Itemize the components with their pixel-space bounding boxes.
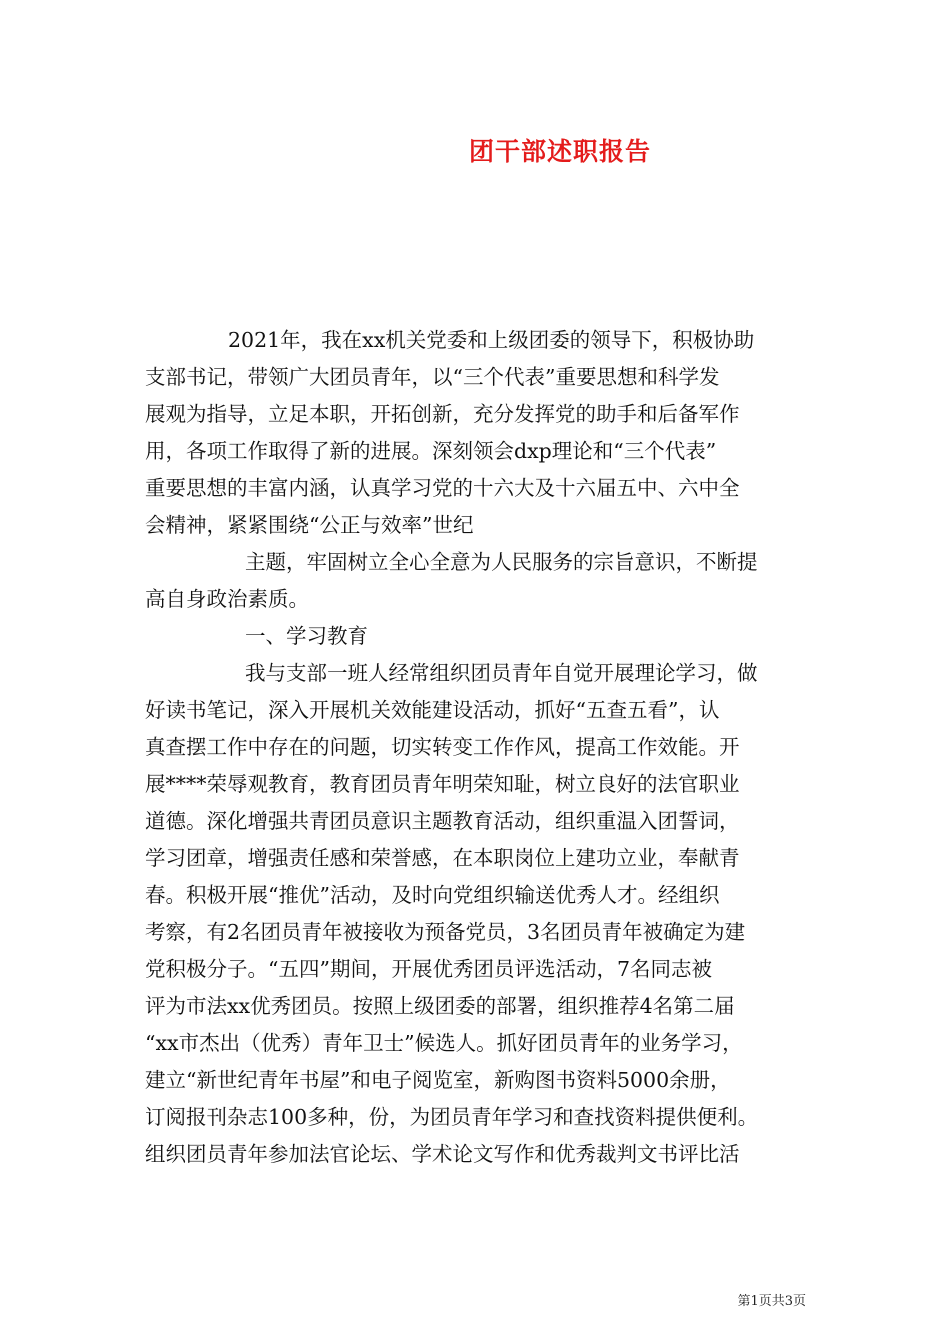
paragraph-line: 我与支部一班人经常组织团员青年自觉开展理论学习，做 xyxy=(245,661,758,685)
paragraph-line: 展观为指导，立足本职，开拓创新，充分发挥党的助手和后备军作 xyxy=(145,402,740,426)
paragraph-line: 会精神，紧紧围绕“公正与效率”世纪 xyxy=(145,513,474,537)
paragraph-line: 支部书记，带领广大团员青年，以“三个代表”重要思想和科学发 xyxy=(145,365,720,389)
document-title: 团干部述职报告 xyxy=(468,137,651,166)
paragraph-line: 展****荣辱观教育，教育团员青年明荣知耻，树立良好的法官职业 xyxy=(145,772,740,796)
paragraph-line: 考察，有2名团员青年被接收为预备党员，3名团员青年被确定为建 xyxy=(145,920,746,944)
section-heading: 一、学习教育 xyxy=(245,624,368,648)
paragraph-line: 建立“新世纪青年书屋”和电子阅览室，新购图书资料5000余册， xyxy=(145,1068,731,1092)
paragraph-line: 2021年，我在xx机关党委和上级团委的领导下，积极协助 xyxy=(228,328,755,352)
paragraph-line: 学习团章，增强责任感和荣誉感，在本职岗位上建功立业，奉献青 xyxy=(145,846,740,870)
paragraph-line: 春。积极开展“推优”活动，及时向党组织输送优秀人才。经组织 xyxy=(145,883,720,907)
paragraph-line: 重要思想的丰富内涵，认真学习党的十六大及十六届五中、六中全 xyxy=(145,476,740,500)
paragraph-line: 评为市法xx优秀团员。按照上级团委的部署，组织推荐4名第二届 xyxy=(145,994,735,1018)
paragraph-line: 真查摆工作中存在的问题，切实转变工作作风，提高工作效能。开 xyxy=(145,735,740,759)
paragraph-line: “xx市杰出（优秀）青年卫士”候选人。抓好团员青年的业务学习， xyxy=(145,1031,743,1055)
paragraph-line: 订阅报刊杂志100多种，份，为团员青年学习和查找资料提供便利。 xyxy=(145,1105,759,1129)
paragraph-line: 好读书笔记，深入开展机关效能建设活动，抓好“五查五看”，认 xyxy=(145,698,720,722)
page-footer: 第1页共3页 xyxy=(737,1294,806,1309)
paragraph-line: 党积极分子。“五四”期间，开展优秀团员评选活动，7名同志被 xyxy=(145,957,713,981)
paragraph-line: 道德。深化增强共青团员意识主题教育活动，组织重温入团誓词， xyxy=(145,809,740,833)
paragraph-line: 用，各项工作取得了新的进展。深刻领会dxp理论和“三个代表” xyxy=(145,439,717,463)
paragraph-line: 高自身政治素质。 xyxy=(145,587,309,611)
paragraph-line: 组织团员青年参加法官论坛、学术论文写作和优秀裁判文书评比活 xyxy=(145,1142,740,1166)
paragraph-line: 主题，牢固树立全心全意为人民服务的宗旨意识，不断提 xyxy=(245,550,758,574)
